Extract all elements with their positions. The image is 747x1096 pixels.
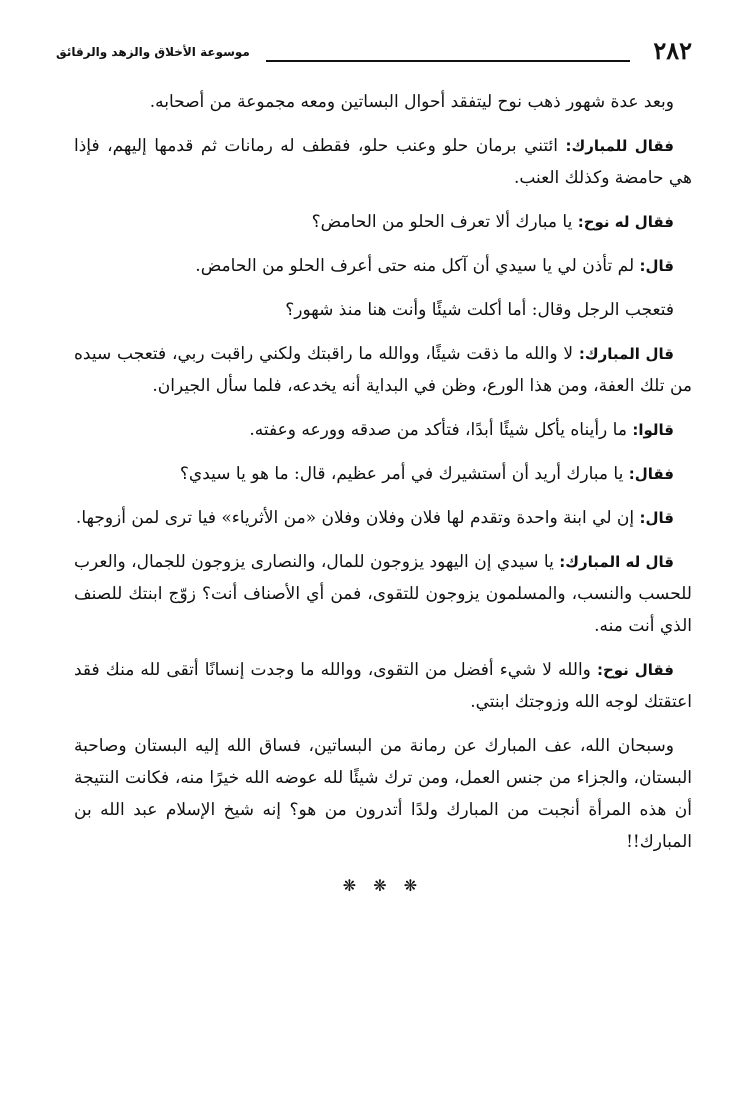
paragraph <box>74 654 692 718</box>
paragraph <box>74 458 692 490</box>
paragraph-text: يا سيدي إن اليهود يزوجون للمال، والنصارى يزوجون للجمال، والعرب للحسب والنسب، والمسلمون يزوجون للتقوى، فمن أي الأصناف أنت؟ زوّج ابنتك للصنف الذي أنت منه. <box>74 552 692 636</box>
paragraph-lead: قال: <box>639 509 674 527</box>
paragraph-text: ائتني برمان حلو وعنب حلو، فقطف له رمانات ثم قدمها إليهم، فإذا هي حامضة وكذلك العنب. <box>74 136 692 188</box>
page-body <box>74 86 692 902</box>
header-rule <box>266 60 630 62</box>
paragraph-text: إن لي ابنة واحدة وتقدم لها فلان وفلان وفلان «من الأثرياء» فيا ترى لمن أزوجها. <box>75 508 635 528</box>
paragraph-lead: قالوا: <box>632 421 674 439</box>
paragraph-text: فتعجب الرجل وقال: أما أكلت شيئًا وأنت هنا منذ شهور؟ <box>285 300 674 320</box>
paragraph-text: يا مبارك أريد أن أستشيرك في أمر عظيم، قال: ما هو يا سيدي؟ <box>179 464 624 484</box>
paragraph <box>74 86 692 118</box>
page-header <box>56 36 692 70</box>
paragraph-text: والله لا شيء أفضل من التقوى، ووالله ما وجدت إنسانًا أتقى لله منك فقد اعتقتك لوجه الله وزوجتك ابنتي. <box>74 660 692 712</box>
paragraph-lead: فقال له نوح: <box>577 213 674 231</box>
paragraph-lead: فقال للمبارك: <box>565 137 674 155</box>
running-title: موسوعة الأخلاق والزهد والرقائق <box>56 45 250 59</box>
paragraph-text: وسبحان الله، عف المبارك عن رمانة من البساتين، فساق الله إليه البستان وصاحبة البستان، والجزاء من جنس العمل، ومن ترك شيئًا لله عوضه الله خيرًا منه، فكانت النتيجة أن هذه المرأة أنجبت من المبارك ولدًا أتدرون من هو؟ إنه شيخ الإسلام عبد الله بن المبارك!! <box>74 736 692 852</box>
paragraph <box>74 502 692 534</box>
paragraph-text: لا والله ما ذقت شيئًا، ووالله ما راقبتك ولكني راقبت ربي، فتعجب سيده من تلك العفة، ومن هذا الورع، وظن في البداية أنه يخدعه، فلما سأل الجيران. <box>74 344 692 396</box>
paragraph-text: وبعد عدة شهور ذهب نوح ليتفقد أحوال البساتين ومعه مجموعة من أصحابه. <box>149 92 674 112</box>
page-number: ٢٨٢ <box>653 36 692 65</box>
paragraph <box>74 294 692 326</box>
paragraph <box>74 730 692 858</box>
paragraph-lead: فقال نوح: <box>596 661 674 679</box>
paragraph-lead: فقال: <box>628 465 674 483</box>
paragraph-lead: قال: <box>639 257 674 275</box>
paragraph <box>74 414 692 446</box>
paragraph <box>74 546 692 642</box>
paragraph-text: ما رأيناه يأكل شيئًا أبدًا، فتأكد من صدقه وورعه وعفته. <box>249 420 627 440</box>
paragraph-text: لم تأذن لي يا سيدي أن آكل منه حتى أعرف الحلو من الحامض. <box>195 256 635 276</box>
paragraph-lead: قال له المبارك: <box>559 553 674 571</box>
paragraph <box>74 250 692 282</box>
paragraph <box>74 206 692 238</box>
section-end-ornament: ❋ ❋ ❋ <box>342 876 424 895</box>
paragraph-lead: قال المبارك: <box>578 345 674 363</box>
paragraph-text: يا مبارك ألا تعرف الحلو من الحامض؟ <box>311 212 573 232</box>
paragraph <box>74 130 692 194</box>
paragraph <box>74 338 692 402</box>
